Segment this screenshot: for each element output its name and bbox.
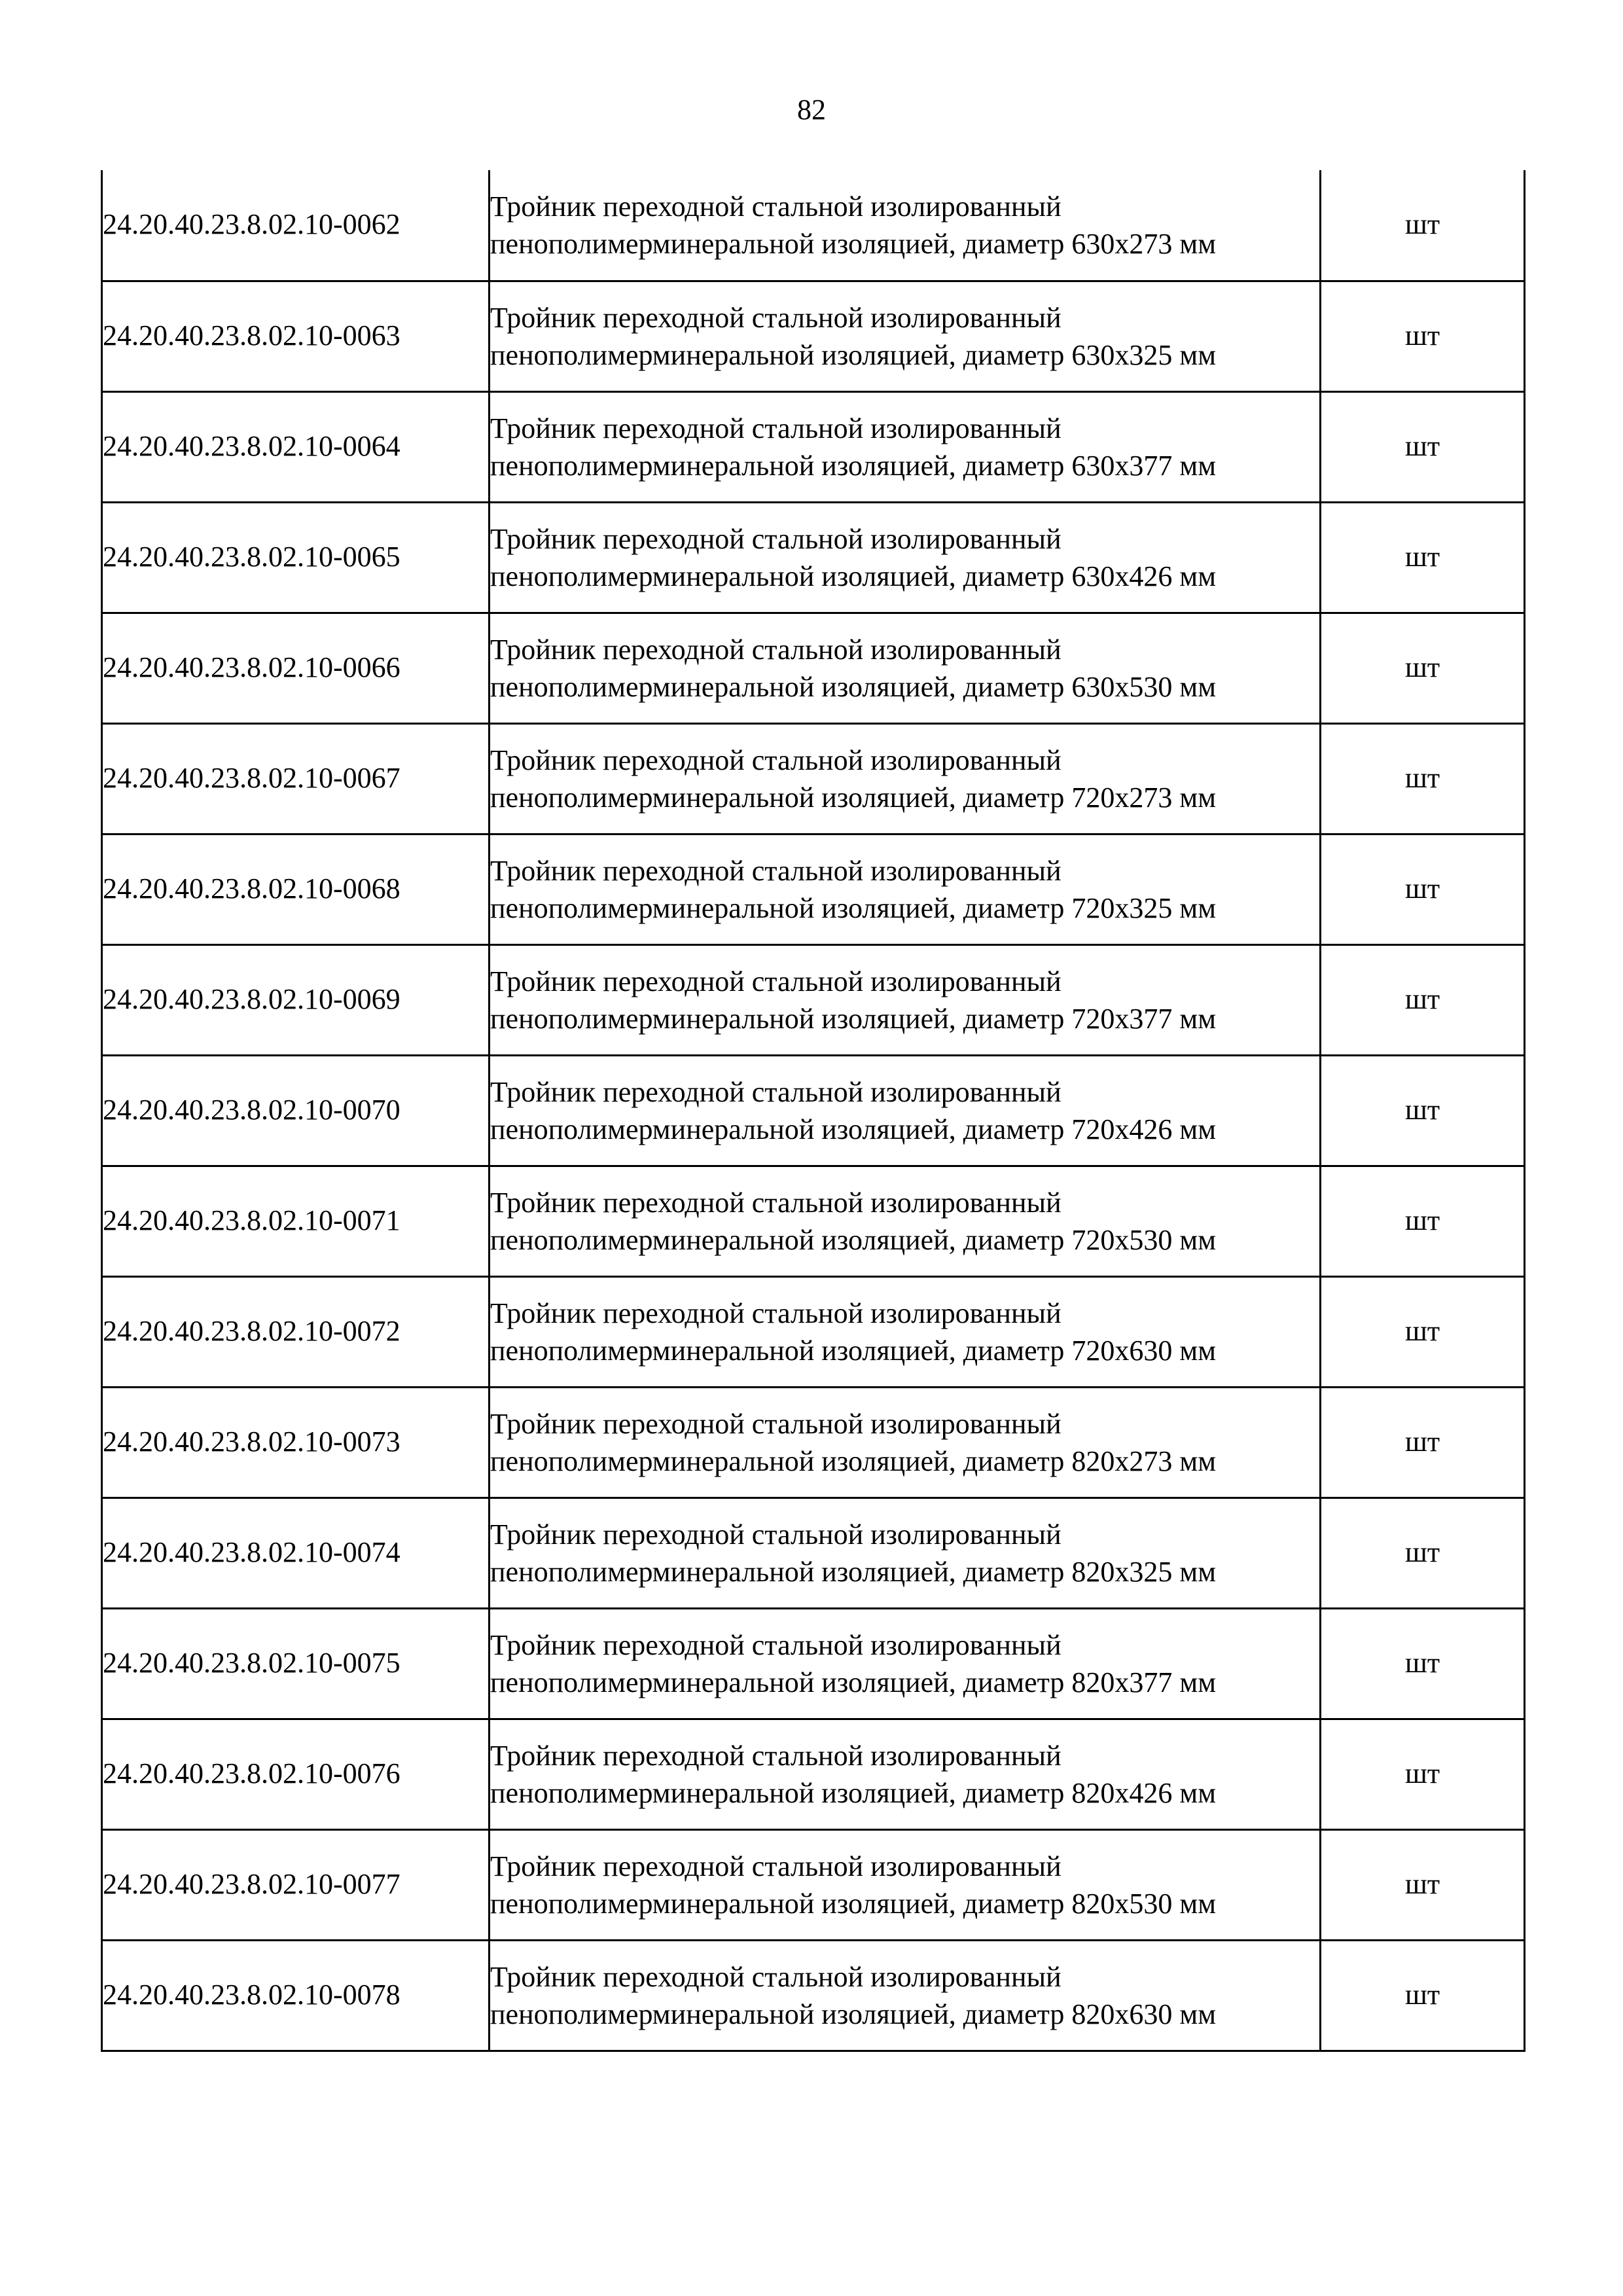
spec-table	[101, 170, 1525, 2052]
item-unit-cell: шт	[1321, 1166, 1525, 1276]
item-name-text: Тройник переходной стальной изолированный пенополимерминеральной изоляцией, диаметр 820х273 мм	[490, 1407, 1217, 1477]
table-row	[102, 834, 1525, 944]
item-code-cell: 24.20.40.23.8.02.10-0076	[102, 1719, 490, 1829]
table-row	[102, 1276, 1525, 1387]
item-code-cell: 24.20.40.23.8.02.10-0069	[102, 944, 490, 1055]
table-row	[102, 170, 1525, 281]
item-code-cell: 24.20.40.23.8.02.10-0070	[102, 1055, 490, 1166]
table-row	[102, 1055, 1525, 1166]
table-row	[102, 1166, 1525, 1276]
item-unit-cell: шт	[1321, 1940, 1525, 2051]
item-unit-cell: шт	[1321, 170, 1525, 281]
item-name-cell	[490, 170, 1321, 281]
item-name-text: Тройник переходной стальной изолированный пенополимерминеральной изоляцией, диаметр 720х630 мм	[490, 1297, 1217, 1367]
table-row	[102, 1387, 1525, 1498]
item-code-cell: 24.20.40.23.8.02.10-0075	[102, 1608, 490, 1719]
item-unit-cell: шт	[1321, 502, 1525, 613]
item-code-cell: 24.20.40.23.8.02.10-0064	[102, 391, 490, 502]
item-unit-cell: шт	[1321, 723, 1525, 834]
item-code-cell: 24.20.40.23.8.02.10-0073	[102, 1387, 490, 1498]
item-unit-cell: шт	[1321, 1055, 1525, 1166]
table-row	[102, 1829, 1525, 1940]
table-row	[102, 944, 1525, 1055]
item-unit-cell: шт	[1321, 613, 1525, 723]
item-unit-cell: шт	[1321, 281, 1525, 391]
item-code-cell: 24.20.40.23.8.02.10-0065	[102, 502, 490, 613]
table-row	[102, 1498, 1525, 1608]
item-code-cell: 24.20.40.23.8.02.10-0072	[102, 1276, 490, 1387]
item-name-text: Тройник переходной стальной изолированный пенополимерминеральной изоляцией, диаметр 720х530 мм	[490, 1186, 1217, 1256]
item-name-cell	[490, 1276, 1321, 1387]
item-name-cell	[490, 1498, 1321, 1608]
item-code-cell: 24.20.40.23.8.02.10-0074	[102, 1498, 490, 1608]
item-name-cell	[490, 1940, 1321, 2051]
item-name-cell	[490, 281, 1321, 391]
item-name-cell	[490, 613, 1321, 723]
item-name-text: Тройник переходной стальной изолированный пенополимерминеральной изоляцией, диаметр 820х377 мм	[490, 1628, 1217, 1698]
item-name-cell	[490, 834, 1321, 944]
item-unit-cell: шт	[1321, 1387, 1525, 1498]
item-unit-cell: шт	[1321, 1608, 1525, 1719]
item-name-text: Тройник переходной стальной изолированный пенополимерминеральной изоляцией, диаметр 630х377 мм	[490, 412, 1217, 482]
table-row	[102, 723, 1525, 834]
item-name-text: Тройник переходной стальной изолированный пенополимерминеральной изоляцией, диаметр 720х273 мм	[490, 744, 1217, 814]
item-code-cell: 24.20.40.23.8.02.10-0067	[102, 723, 490, 834]
item-unit-cell: шт	[1321, 944, 1525, 1055]
item-code-cell: 24.20.40.23.8.02.10-0068	[102, 834, 490, 944]
item-name-cell	[490, 1608, 1321, 1719]
item-code-cell: 24.20.40.23.8.02.10-0071	[102, 1166, 490, 1276]
item-name-text: Тройник переходной стальной изолированный пенополимерминеральной изоляцией, диаметр 720х377 мм	[490, 965, 1217, 1035]
item-unit-cell: шт	[1321, 391, 1525, 502]
table-row	[102, 281, 1525, 391]
item-code-cell: 24.20.40.23.8.02.10-0066	[102, 613, 490, 723]
item-code-cell: 24.20.40.23.8.02.10-0063	[102, 281, 490, 391]
table-row	[102, 1719, 1525, 1829]
item-unit-cell: шт	[1321, 834, 1525, 944]
item-unit-cell: шт	[1321, 1829, 1525, 1940]
table-row	[102, 1940, 1525, 2051]
table-row	[102, 391, 1525, 502]
page-number: 82	[797, 94, 826, 126]
spec-table-body	[102, 170, 1525, 2051]
item-name-cell	[490, 1829, 1321, 1940]
table-row	[102, 613, 1525, 723]
item-name-text: Тройник переходной стальной изолированный пенополимерминеральной изоляцией, диаметр 820х630 мм	[490, 1960, 1217, 2030]
item-code-cell: 24.20.40.23.8.02.10-0077	[102, 1829, 490, 1940]
item-code-cell: 24.20.40.23.8.02.10-0078	[102, 1940, 490, 2051]
item-name-text: Тройник переходной стальной изолированный пенополимерминеральной изоляцией, диаметр 720х426 мм	[490, 1075, 1217, 1145]
item-name-cell	[490, 391, 1321, 502]
item-name-cell	[490, 1719, 1321, 1829]
item-name-cell	[490, 1387, 1321, 1498]
item-name-cell	[490, 723, 1321, 834]
item-unit-cell: шт	[1321, 1276, 1525, 1387]
item-name-text: Тройник переходной стальной изолированный пенополимерминеральной изоляцией, диаметр 630х325 мм	[490, 301, 1217, 371]
item-unit-cell: шт	[1321, 1498, 1525, 1608]
item-name-text: Тройник переходной стальной изолированный пенополимерминеральной изоляцией, диаметр 630х273 мм	[490, 190, 1217, 260]
item-name-text: Тройник переходной стальной изолированный пенополимерминеральной изоляцией, диаметр 820х325 мм	[490, 1518, 1217, 1588]
item-code-cell: 24.20.40.23.8.02.10-0062	[102, 170, 490, 281]
item-name-text: Тройник переходной стальной изолированный пенополимерминеральной изоляцией, диаметр 820х426 мм	[490, 1739, 1217, 1809]
item-name-text: Тройник переходной стальной изолированный пенополимерминеральной изоляцией, диаметр 630х530 мм	[490, 633, 1217, 703]
table-row	[102, 1608, 1525, 1719]
item-unit-cell: шт	[1321, 1719, 1525, 1829]
item-name-text: Тройник переходной стальной изолированный пенополимерминеральной изоляцией, диаметр 820х530 мм	[490, 1850, 1217, 1920]
table-row	[102, 502, 1525, 613]
item-name-text: Тройник переходной стальной изолированный пенополимерминеральной изоляцией, диаметр 630х426 мм	[490, 522, 1217, 592]
item-name-cell	[490, 1055, 1321, 1166]
item-name-cell	[490, 944, 1321, 1055]
item-name-cell	[490, 1166, 1321, 1276]
item-name-cell	[490, 502, 1321, 613]
item-name-text: Тройник переходной стальной изолированный пенополимерминеральной изоляцией, диаметр 720х325 мм	[490, 854, 1217, 924]
